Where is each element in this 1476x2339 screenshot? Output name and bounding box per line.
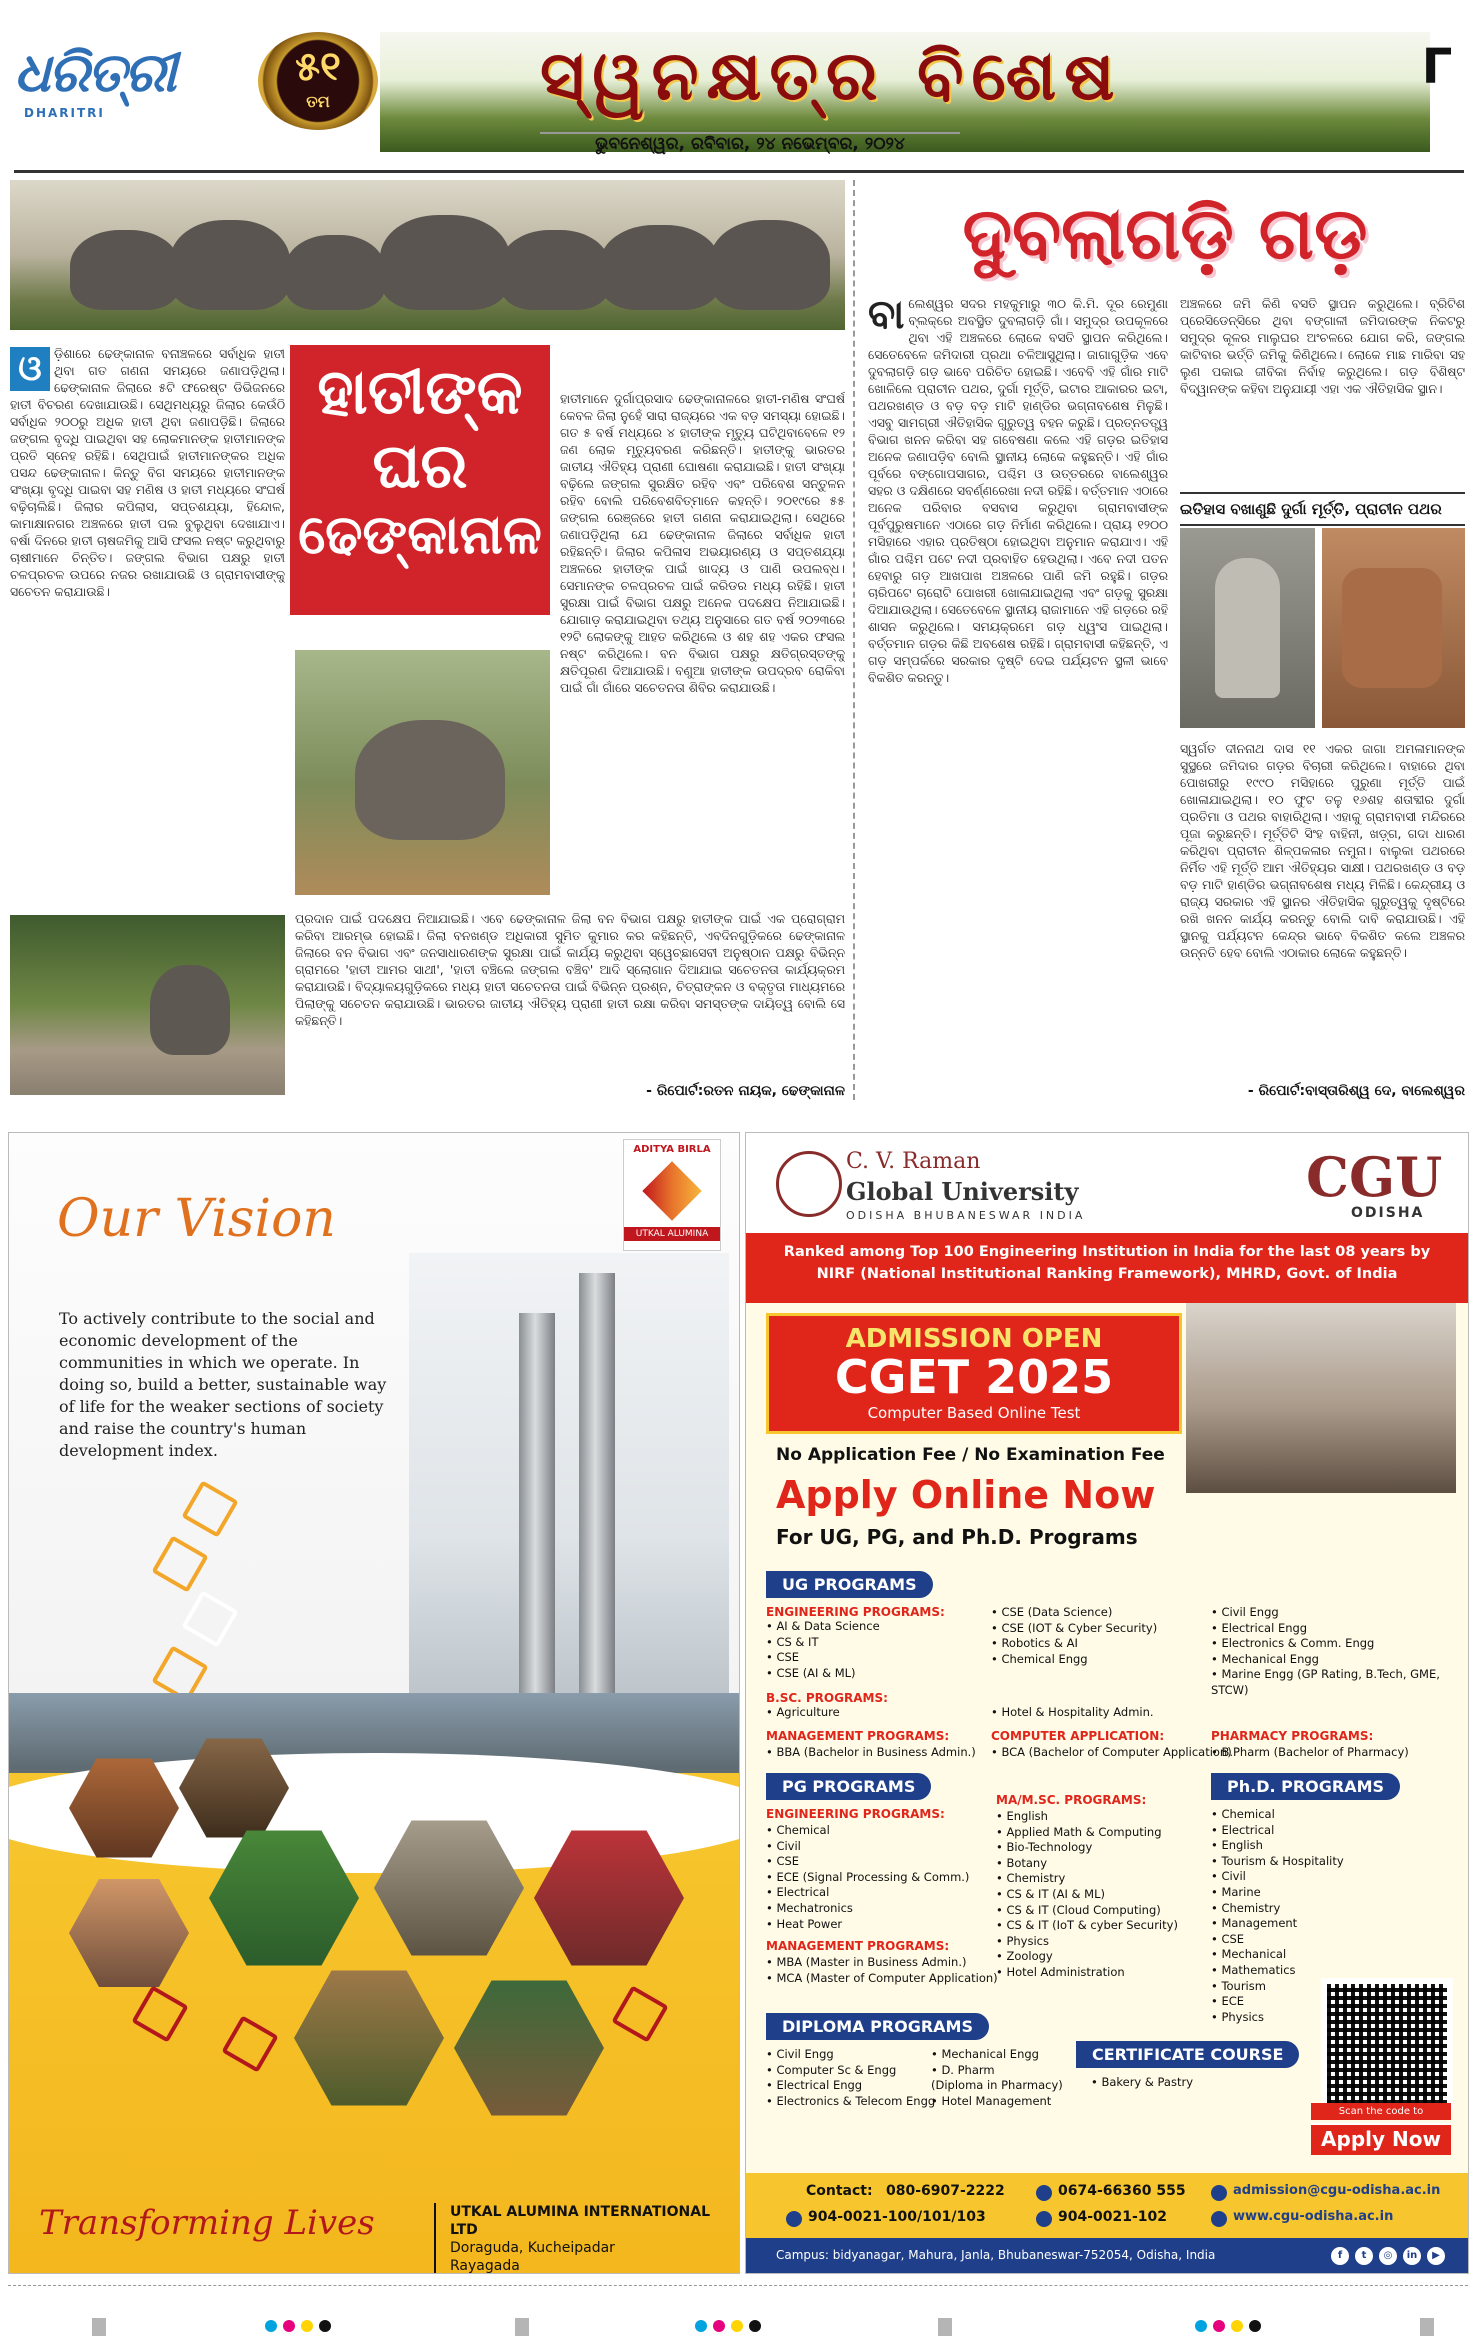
ma-list <box>996 1809 1178 1981</box>
company-addr2: Rayagada <box>450 2258 520 2274</box>
program-item: • Civil <box>766 1838 801 1853</box>
program-item: • Mechanical <box>1211 1947 1287 1962</box>
program-item: • Mechanical Engg <box>931 2047 1039 2061</box>
logo-text: ଧରିତ୍ରୀ <box>14 40 175 104</box>
story1-headline <box>290 345 550 615</box>
program-item: • Management <box>1211 1916 1298 1931</box>
program-item: • Mechatronics <box>766 1900 853 1915</box>
program-item: • ECE (Signal Processing & Comm.) <box>766 1869 970 1884</box>
ranked-line2: NIRF (National Institutional Ranking Framework), MHRD, Govt. of India <box>816 1266 1398 1282</box>
university-name-sub: ODISHA BHUBANESWAR INDIA <box>846 1209 1086 1222</box>
phone1[interactable]: 080-6907-2222 <box>886 2183 1005 2199</box>
program-item: • Heat Power <box>766 1916 843 1931</box>
pg-eng-head: ENGINEERING PROGRAMS: <box>766 1807 945 1821</box>
program-item: • Physics <box>1211 2009 1264 2024</box>
hotel-list <box>991 1705 1154 1721</box>
registration-dot <box>731 2320 743 2332</box>
program-item: • English <box>996 1809 1048 1823</box>
pg-mgmt-head: MANAGEMENT PROGRAMS: <box>766 1939 950 1953</box>
utkal-alumina-ad[interactable] <box>8 1132 740 2274</box>
diploma-programs-tag: DIPLOMA PROGRAMS <box>766 2013 989 2040</box>
no-fee-notice: No Application Fee / No Examination Fee <box>776 1445 1165 1465</box>
program-item: • Electrical Engg <box>1211 1620 1308 1635</box>
registration-dot <box>749 2320 761 2332</box>
instagram-icon[interactable]: ◎ <box>1379 2247 1397 2265</box>
pg-mgmt-list <box>766 1955 998 1986</box>
campus-address <box>746 2238 1469 2273</box>
apply-now-button[interactable]: Apply Now <box>1311 2123 1451 2155</box>
story2-headline: ଦୁବଲାଗଡ଼ି ଗଡ଼ <box>962 191 1368 275</box>
print-mark <box>92 2318 106 2336</box>
tusker-elephant-photo <box>295 650 550 895</box>
print-mark <box>515 2318 529 2336</box>
story1-column2: ହାତୀମାନେ ଦୁର୍ଗାପ୍ରସାଦ ଢେଙ୍କାନାଳରେ ହାତୀ-ମଣିଷ ସଂଘର୍ଷ କେବଳ ଜିଲା ନୁହେଁ ସାରା ରାଜ୍ୟରେ ଏକ ବଡ଼ ସମସ୍ୟା ହୋଇଛି। ଗତ ୫ ବର୍ଷ ମଧ୍ୟରେ ୪ ହାତୀଙ୍କ ମୃତ୍ୟୁ ଘଟିଥିବାବେଳେ ୧୨ ଜଣ ଲୋକ ମୃତ୍ୟୁବରଣ କରିଛନ୍ତି। ହାତୀଙ୍କୁ ଭାରତର ଜାତୀୟ ଐତିହ୍ୟ ପ୍ରାଣୀ ଘୋଷଣା କରାଯାଇଛି। ହାତୀ ସଂଖ୍ୟା ବଢ଼ିଲେ ଜଙ୍ଗଲ ସୁରକ୍ଷିତ ରହିବ ଏବଂ ପରିବେଶ ସନ୍ତୁଳନ ରହିବ ବୋଲି ପରିବେଶବିତ୍‌ମାନେ କହନ୍ତି। ୨୦୧୯ରେ ୫୫ ଜଙ୍ଗଲ ରେଞ୍ଜରେ ହାତୀ ଗଣନା କରାଯାଇଥିଲା। ସେଥିରେ ଜଣାପଡ଼ିଥିଲା ଯେ ଢେଙ୍କାନାଳ ଜିଲାରେ ସର୍ବାଧିକ ହାତୀ ରହିଛନ୍ତି। ଜିଲାର କପିଳାସ ଅଭୟାରଣ୍ୟ ଓ ସପ୍ତଶଯ୍ୟା ଅଞ୍ଚଳରେ ହାତୀଙ୍କ ପାଇଁ ଖାଦ୍ୟ ଓ ପାଣି ଉପଲବ୍ଧ। ସେମାନଙ୍କ ଚଳପ୍ରଚଳ ପାଇଁ କରିଡର ମଧ୍ୟ ରହିଛି। ହାତୀ ସୁରକ୍ଷା ପାଇଁ ବିଭାଗ ପକ୍ଷରୁ ଅନେକ ପଦକ୍ଷେପ ନିଆଯାଇଛି। ଯୋଗାଡ଼ କରାଯାଇଥିବା ତଥ୍ୟ ଅନୁସାରେ ଗତ ବର୍ଷ ୨୦୨୩ରେ ୧୨ଟି ଲୋକଙ୍କୁ ଆହତ କରିଥିଲେ ଓ ଶହ ଶହ ଏକର ଫସଲ ନଷ୍ଟ କରିଥିଲେ। ବନ ବିଭାଗ ପକ୍ଷରୁ କ୍ଷତିଗ୍ରସ୍ତଙ୍କୁ କ୍ଷତିପୂରଣ ଦିଆଯାଉଛି। ବଣୁଆ ହାତୀଙ୍କ ଉପଦ୍ରବ ରୋକିବା ପାଇଁ ଗାଁ ଗାଁରେ ସଚେତନତା ଶିବିର କରାଯାଉଛି। <box>560 391 845 695</box>
linkedin-icon[interactable]: in <box>1403 2247 1421 2265</box>
bsc-list <box>766 1705 840 1721</box>
program-item: • Electrical <box>1211 1822 1275 1837</box>
program-item: • Electronics & Comm. Engg <box>1211 1636 1375 1651</box>
program-item: • B.Pharm (Bachelor of Pharmacy) <box>1211 1745 1409 1759</box>
pharm-head: PHARMACY PROGRAMS: <box>1211 1729 1374 1743</box>
registration-dot <box>1213 2320 1225 2332</box>
program-item: • CS & IT (Cloud Computing) <box>996 1902 1161 1917</box>
program-item: • Robotics & AI <box>991 1636 1078 1651</box>
registration-dot <box>1231 2320 1243 2332</box>
program-item: • CS & IT <box>766 1634 819 1649</box>
bsc-head: B.SC. PROGRAMS: <box>766 1691 888 1705</box>
program-item: • Bakery & Pastry <box>1091 2075 1194 2089</box>
story1-headline-line3: ଢେଙ୍କାନାଳ <box>298 503 542 566</box>
program-item: • Computer Sc & Engg <box>766 2062 897 2077</box>
program-item: • CSE <box>1211 1931 1245 1946</box>
email-link[interactable]: admission@cgu-odisha.ac.in <box>1233 2183 1441 2198</box>
story2-column2: ଅଞ୍ଚଳରେ ଜମି କିଣି ବସତି ସ୍ଥାପନ କରୁଥିଲେ। ବ୍ରିଟିଶ ପ୍ରେସିଡେନ୍ସିରେ ଥିବା ବଙ୍ଗାଳୀ ଜମିଦାରଙ୍କ ନିକଟରୁ ସମୁଦ୍ର କୂଳର ମାଲୁଘର ଅଂଚଳରେ ଯୋଗ କରି, ଜଙ୍ଗଲ କାଟିବାର ଭର୍ତ୍ତି ଜମିକୁ କିଣିଥିଲେ। ଲୋକେ ମାଛ ମାରିବା ସହ ଲୁଣ ପକାଇ ଜୀବିକା ନିର୍ବାହ କରୁଥିଲେ। ଗଡ଼ ବିଶିଷ୍ଟ ବିଦ୍ୱାନଙ୍କ କହିବା ଅନୁଯାୟୀ ଏହା ଏକ ଐତିହାସିକ ସ୍ଥାନ। <box>1180 296 1465 396</box>
section-title: ସ୍ୱନକ୍ଷତ୍ର ବିଶେଷ <box>540 36 1123 116</box>
print-mark <box>938 2318 952 2336</box>
registration-dot <box>283 2320 295 2332</box>
phone2[interactable]: 904-0021-100/101/103 <box>808 2209 986 2225</box>
program-item: • Hotel & Hospitality Admin. <box>991 1705 1154 1719</box>
vision-text: To actively contribute to the social and economic development of the communities in which we operate. In doing so, build a better, sustainable way of life for the weaker sections of society and raise the country's human development index. <box>59 1309 387 1460</box>
program-item: • Chemical <box>766 1823 830 1837</box>
website-link[interactable]: www.cgu-odisha.ac.in <box>1233 2209 1394 2224</box>
certificate-course-tag: CERTIFICATE COURSE <box>1076 2041 1299 2068</box>
cgu-logo: CGU <box>1306 1145 1443 1209</box>
program-item: • MBA (Master in Business Admin.) <box>766 1955 967 1969</box>
page-letter: Γ <box>1421 39 1453 95</box>
program-item: • Electrical Engg <box>766 2078 863 2093</box>
program-item: • Mechanical Engg <box>1211 1651 1319 1666</box>
story2-column3: ସ୍ୱର୍ଗତ ଦୀନନାଥ ଦାସ ୧୧ ଏକର ଜାଗା ଅମଳାମାନଙ୍କ ସୁସ୍ଥରେ ଜମିଦାର ଗଡ଼ର ବିଚାରୀ କରିଥିଲେ। ବାହାରେ ଥିବା ପୋଖରୀରୁ ୧୯୯୦ ମସିହାରେ ପୁରୁଣା ମୂର୍ତ୍ତି ପାଇଁ ଖୋଳାଯାଇଥିଲା। ୧୦ ଫୁଟ ତଳୁ ୧୬ଶହ ଶତାବ୍ଦୀର ଦୁର୍ଗା ପ୍ରତିମା ଓ ପଥର ବାହାରିଥିଲା। ଏହାକୁ ଗ୍ରାମବାସୀ ମନ୍ଦିରରେ ପୂଜା କରୁଛନ୍ତି। ମୂର୍ତ୍ତିଟି ସିଂହ ବାହିନୀ, ଖଡ଼୍ଗ, ଗଦା ଧାରଣ କରିଥିବା ପ୍ରାଚୀନ ଶିଳ୍ପକଳାର ନମୁନା। ବାଲୁକା ପଥରରେ ନିର୍ମିତ ଏହି ମୂର୍ତ୍ତି ଆମ ଐତିହ୍ୟର ସାକ୍ଷୀ। ପଥରଖଣ୍ଡ ଓ ବଡ଼ ବଡ଼ ମାଟି ହାଣ୍ଡିର ଭଗ୍ନାବଶେଷ ମଧ୍ୟ ମିଳିଛି। କେନ୍ଦ୍ରୀୟ ଓ ରାଜ୍ୟ ସରକାର ଏହି ସ୍ଥାନର ଐତିହାସିକ ଗୁରୁତ୍ୱକୁ ଦୃଷ୍ଟିରେ ରଖି ଖନନ କାର୍ଯ୍ୟ କରନ୍ତୁ ବୋଲି ଦାବି କରାଯାଉଛି। ଏହି ସ୍ଥାନକୁ ପର୍ଯ୍ୟଟନ କେନ୍ଦ୍ର ଭାବେ ବିକଶିତ କଲେ ଅଞ୍ଚଳର ଉନ୍ନତି ହେବ ବୋଲି ଏଠାକାର ଲୋକେ କହୁଛନ୍ତି। <box>1180 741 1465 960</box>
program-item: • Chemical Engg <box>991 1651 1088 1666</box>
ug-programs-tag: UG PROGRAMS <box>766 1571 933 1598</box>
dharitri-logo <box>14 40 244 120</box>
registration-dot <box>1249 2320 1261 2332</box>
story1-headline-line1: ହାତୀଙ୍କ <box>317 355 523 428</box>
durga-idol-photo <box>1180 528 1315 728</box>
program-item: • Civil Engg <box>1211 1605 1279 1619</box>
program-item: • MCA (Master of Computer Application) <box>766 1970 998 1985</box>
program-item: • Marine <box>1211 1884 1261 1899</box>
ranked-line1: Ranked among Top 100 Engineering Institution in India for the last 08 years by <box>783 1244 1431 1260</box>
program-item: (Diploma in Pharmacy) <box>931 2078 1063 2093</box>
phone4[interactable]: 904-0021-102 <box>1058 2209 1168 2225</box>
registration-dot <box>695 2320 707 2332</box>
company-address <box>434 2203 739 2274</box>
our-vision-title: Our Vision <box>57 1189 336 1249</box>
company-addr1: Doraguda, Kucheipadar <box>450 2240 615 2256</box>
cgu-logo-sub: ODISHA <box>1351 1205 1425 1221</box>
mgmt-head: MANAGEMENT PROGRAMS: <box>766 1729 950 1743</box>
ug-eng-list1 <box>766 1619 880 1681</box>
program-item: • Chemistry <box>1211 1900 1281 1915</box>
program-item: • CSE (AI & ML) <box>766 1665 856 1680</box>
phone-icon <box>786 2211 802 2227</box>
program-item: • Chemistry <box>996 1871 1066 1886</box>
program-item: • Civil <box>1211 1869 1246 1884</box>
story1-byline: - ରିପୋର୍ଟ:ରତନ ନାୟକ, ଢେଙ୍କାନାଳ <box>646 1083 845 1099</box>
apply-online-heading[interactable]: Apply Online Now <box>776 1473 1156 1517</box>
story1-column3: ପ୍ରଦାନ ପାଇଁ ପଦକ୍ଷେପ ନିଆଯାଇଛି। ଏବେ ଢେଙ୍କାନାଳ ଜିଲା ବନ ବିଭାଗ ପକ୍ଷରୁ ହାତୀଙ୍କ ପାଇଁ ଏକ ପ୍ରୋଗ୍ରାମ କରିବା ଆରମ୍ଭ ହୋଇଛି। ଜିଲା ବନଖଣ୍ଡ ଅଧିକାରୀ ସୁମିତ କୁମାର କର କହିଛନ୍ତି, ଏବଦିନଗୁଡ଼ିକରେ ଢେଙ୍କାନାଳ ଜିଲାରେ ବନ ବିଭାଗ ଏବଂ ଜନସାଧାରଣଙ୍କ ସୁରକ୍ଷା ପାଇଁ କାର୍ଯ୍ୟ କରୁଥିବା ସ୍ୱେଚ୍ଛାସେବୀ ଅନୁଷ୍ଠାନ ପକ୍ଷରୁ ବିଭିନ୍ନ ଗ୍ରାମରେ 'ହାତୀ ଆମର ସାଥୀ', 'ହାତୀ ବଞ୍ଚିଲେ ଜଙ୍ଗଲ ବଞ୍ଚିବ' ଆଦି ସ୍ଲୋଗାନ ଦିଆଯାଇ ସଚେତନତା କାର୍ଯ୍ୟକ୍ରମ କରାଯାଉଛି। ବିଦ୍ୟାଳୟଗୁଡ଼ିକରେ ମଧ୍ୟ ହାତୀ ସଚେତନତା ପାଇଁ ବିଭିନ୍ନ ପ୍ରଶ୍ନ, ଚିତ୍ରାଙ୍କନ ଓ ବକ୍ତୃତା ମାଧ୍ୟମରେ ପିଲାଙ୍କୁ ସଚେତନ କରାଯାଉଛି। ଭାରତର ଜାତୀୟ ଐତିହ୍ୟ ପ୍ରାଣୀ ହାତୀ ରକ୍ଷା କରିବା ସମସ୍ତଙ୍କ ଦାୟିତ୍ୱ ବୋଲି ସେ କହିଛନ୍ତି। <box>295 911 845 1028</box>
aditya-birla-logo <box>623 1139 721 1251</box>
ug-engineering-head: ENGINEERING PROGRAMS: <box>766 1605 945 1619</box>
university-seal-icon <box>776 1151 842 1217</box>
story2-col1-text: ଲେଶ୍ୱର ସଦର ମହକୁମାରୁ ୩୦ କି.ମି. ଦୂର ରେମୁଣା ବ୍ଲକ୍‌ରେ ଅବସ୍ଥିତ ଦୁବଲାଗଡ଼ି ଗାଁ। ସମୁଦ୍ର ଉପକୂଳରେ ଥିବା ଏହି ଅଞ୍ଚଳରେ ଲୋକେ ବସତି ସ୍ଥାପନ କରିଥିଲେ। ସେତେବେଳେ ଜମିଦାରୀ ପ୍ରଥା ଚଳିଆସୁଥିଲା। ଜାଗାଗୁଡ଼ିକ ଏବେ ଦୁବଲାଗଡ଼ି ଗଡ଼ ଭାବେ ପରିଚିତ ହୋଇଛି। ଏବେବି ଏହି ଗାଁର ମାଟି ଖୋଳିଲେ ପ୍ରାଚୀନ ପଥର, ଦୁର୍ଗା ମୂର୍ତ୍ତି, ଇଟାର ଆକାରର ଇଟା, ପଥରଖଣ୍ଡ ଓ ବଡ଼ ବଡ଼ ମାଟି ହାଣ୍ଡିର ଭଗ୍ନାବଶେଷ ମିଳୁଛି। ଏସବୁ ସାମଗ୍ରୀ ଐତିହାସିକ ଗୁରୁତ୍ୱ ବହନ କରୁଛି। ପ୍ରତ୍ନତତ୍ତ୍ୱ ବିଭାଗ ଖନନ କରିବା ସହ ଗବେଷଣା କଲେ ଏହି ଗଡ଼ର ଇତିହାସ ଅନେକ ଜଣାପଡ଼ିବ ବୋଲି ସ୍ଥାନୀୟ ଲୋକେ କହୁଛନ୍ତି। ଏହି ଗାଁର ପୂର୍ବରେ ବଙ୍ଗୋପସାଗର, ପଶ୍ଚିମ ଓ ଉତ୍ତରରେ ବାଲେଶ୍ୱର ସହର ଓ ଦକ୍ଷିଣରେ ସବର୍ଣ୍ଣରେଖା ନଦୀ ରହିଛି। ବର୍ତ୍ତମାନ ଏଠାରେ ଅନେକ ପରିବାର ବସବାସ କରୁଥିବା ଗ୍ରାମବାସୀଙ୍କ ପୂର୍ବପୁରୁଷମାନେ ଏଠାରେ ଗଡ଼ ନିର୍ମାଣ କରିଥିଲେ। ପ୍ରାୟ ୧୨୦୦ ମସିହାରେ ଏହାର ପ୍ରତିଷ୍ଠା ହୋଇଥିବା ଅନୁମାନ କରାଯାଏ। ଏହି ଗାଁର ପଶ୍ଚିମ ପଟେ ନଦୀ ପ୍ରବାହିତ ହେଉଥିଲା। ଏବେ ନଦୀ ପତନ ହେବାରୁ ଗଡ଼ ଆଖପାଖ ଅଞ୍ଚଳରେ ପାଣି ଜମି ରହୁଛି। ଗଡ଼ର ଚାରିପଟେ ଚାରୋଟି ପୋଖରୀ ଖୋଳାଯାଇଥିଲା ଏବଂ ଗଡ଼କୁ ସୁରକ୍ଷା ଦିଆଯାଉଥିଲା। ସେତେବେଳେ ସ୍ଥାନୀୟ ରାଜାମାନେ ଏହି ଗଡ଼ରେ ରହି ଶାସନ କରୁଥିଲେ। ସମୟକ୍ରମେ ଗଡ଼ ଧ୍ୱଂସ ପାଇଥିଲା। ବର୍ତ୍ତମାନ ଗଡ଼ର କିଛି ଅବଶେଷ ରହିଛି। ଗ୍ରାମବାସୀ କହିଛନ୍ତି, ଏ ଗଡ଼ ସମ୍ପର୍କରେ ସରକାର ଦୃଷ୍ଟି ଦେଇ ପର୍ଯ୍ୟଟନ ସ୍ଥଳୀ ଭାବେ ବିକଶିତ କରନ୍ତୁ। <box>868 296 1168 685</box>
phone-icon <box>1036 2185 1052 2201</box>
program-item: • Chemical <box>1211 1807 1275 1821</box>
program-item: • Hotel Administration <box>996 1964 1125 1979</box>
column-divider <box>853 180 855 1100</box>
twitter-icon[interactable]: t <box>1355 2247 1373 2265</box>
program-item: • AI & Data Science <box>766 1619 880 1633</box>
story2-byline: - ରିପୋର୍ଟ:ବାସ୍ତାରିଶ୍ୱ ଦେ, ବାଲେଶ୍ୱର <box>1247 1083 1465 1099</box>
mgmt-list <box>766 1745 976 1761</box>
program-item: • CSE (Data Science) <box>991 1605 1113 1619</box>
story1-column1 <box>10 345 285 935</box>
bottom-rule <box>8 2285 1468 2286</box>
program-item: • Tourism <box>1211 1978 1266 1993</box>
registration-dot <box>265 2320 277 2332</box>
program-item: • Agriculture <box>766 1705 840 1719</box>
print-mark <box>1420 2318 1434 2336</box>
youtube-icon[interactable]: ▶ <box>1427 2247 1445 2265</box>
email-icon <box>1211 2185 1227 2201</box>
program-item: • Tourism & Hospitality <box>1211 1853 1344 1868</box>
nirf-ranking-banner <box>746 1233 1468 1303</box>
registration-dot <box>301 2320 313 2332</box>
dateline: ଭୁବନେଶ୍ୱର, ରବିବାର, ୨୪ ନଭେମ୍ବର, ୨୦୨୪ <box>540 132 960 160</box>
scan-code-text: Scan the code to <box>1311 2103 1451 2120</box>
story2-column1 <box>868 295 1168 1100</box>
program-item: • Zoology <box>996 1949 1053 1964</box>
anniversary-number: ୫୧ <box>295 44 341 90</box>
cget-title: CGET 2025 <box>834 1350 1114 1404</box>
facebook-icon[interactable]: f <box>1331 2247 1349 2265</box>
admission-open-box <box>766 1313 1182 1434</box>
cget-subtitle: Computer Based Online Test <box>867 1404 1081 1422</box>
aditya-birla-brand: ADITYA BIRLA <box>633 1144 711 1155</box>
story1-col1-text: ଡ଼ିଶାରେ ଢେଙ୍କାନାଳ ବନାଞ୍ଚଳରେ ସର୍ବାଧିକ ହାତୀ ଥିବା ଗତ ଗଣନା ସମୟରେ ଜଣାପଡ଼ିଥିଲା। ଢେଙ୍କାନାଳ ଜିଲାରେ ୫ଟି ଫରେଷ୍ଟ ଡିଭିଜନରେ ହାତୀ ବିଚରଣ ଦେଖାଯାଉଛି। ସେଥିମଧ୍ୟରୁ ଜିଲାର କେଉଁଠି ସର୍ବାଧିକ ୨୦୦ରୁ ଅଧିକ ହାତୀ ଥିବା ଜଣାପଡ଼ିଛି। ଜିଲାରେ ଜଙ୍ଗଲ ବୃଦ୍ଧି ପାଇଥିବା ସହ ଲୋକମାନଙ୍କ ହାତୀମାନଙ୍କ ପ୍ରତି ସ୍ନେହ ରହିଛି। ସେଥିପାଇଁ ହାତୀମାନଙ୍କର ଅଧିକ ପସନ୍ଦ ଢେଙ୍କାନାଳ। କିନ୍ତୁ ବିଗ ସମୟରେ ହାତୀମାନଙ୍କ ସଂଖ୍ୟା ବୃଦ୍ଧି ପାଇବା ସହ ମଣିଷ ଓ ହାତୀ ମଧ୍ୟରେ ସଂଘର୍ଷ ବଢ଼ିଚାଲିଛି। ଜିଲାର କପିଲାସ, ସପ୍ତଶଯ୍ୟା, ହିନ୍ଦୋଳ, କାମାକ୍ଷାନଗର ଅଞ୍ଚଳରେ ହାତୀ ପଲ ବୁଲୁଥିବା ଦେଖାଯାଏ। ବର୍ଷା ଦିନରେ ହାତୀ ଚାଷଜମିକୁ ଆସି ଫସଲ ନଷ୍ଟ କରୁଥିବାରୁ ଚାଷୀମାନେ ଚିନ୍ତିତ। ଜଙ୍ଗଲ ବିଭାଗ ପକ୍ଷରୁ ହାତୀ ଚଳପ୍ରଚଳ ଉପରେ ନଜର ରଖାଯାଉଛି ଓ ଗ୍ରାମବାସୀଙ୍କୁ ସଚେତନ କରାଯାଉଛି। <box>10 346 285 599</box>
qr-code-icon[interactable] <box>1321 1978 1453 2110</box>
registration-dot <box>1195 2320 1207 2332</box>
university-name-top: C. V. Raman <box>846 1149 981 1174</box>
program-item: • CS & IT (AI & ML) <box>996 1886 1105 1901</box>
program-item: • Mathematics <box>1211 1962 1296 1977</box>
students-at-computers-photo <box>1186 1303 1456 1493</box>
ancient-stone-photo <box>1322 528 1465 728</box>
anniversary-badge <box>258 32 378 130</box>
program-item: • CSE (IOT & Cyber Security) <box>991 1620 1158 1635</box>
program-item: • Hotel Management <box>931 2093 1052 2108</box>
story2-subhead: ଇତିହାସ ବଖାଣୁଛି ଦୁର୍ଗା ମୂର୍ତ୍ତି, ପ୍ରାଚୀନ ପଥର <box>1180 492 1465 526</box>
utkal-alumina-label: UTKAL ALUMINA <box>624 1227 720 1241</box>
aditya-birla-mark-icon <box>642 1161 701 1220</box>
program-item: • Botany <box>996 1855 1048 1870</box>
program-item: • Electronics & Telecom Engg <box>766 2093 936 2108</box>
story1-dropcap: ଓ <box>10 347 50 391</box>
university-name-main: Global University <box>846 1177 1079 1206</box>
contact-label: Contact: <box>806 2183 873 2199</box>
top-rule <box>14 170 1464 173</box>
contact-bar <box>746 2173 1468 2238</box>
anniversary-unit: ତମ <box>306 92 330 111</box>
comp-head: COMPUTER APPLICATION: <box>991 1729 1165 1743</box>
ug-eng-list2 <box>991 1605 1157 1667</box>
elephant-on-road-photo <box>10 915 285 1095</box>
program-item: • CSE <box>766 1854 800 1869</box>
elephant-herd-photo <box>10 180 845 330</box>
pg-programs-tag: PG PROGRAMS <box>766 1773 931 1800</box>
registration-dot <box>319 2320 331 2332</box>
programs-intro: For UG, PG, and Ph.D. Programs <box>776 1525 1138 1549</box>
phone-icon <box>1036 2211 1052 2227</box>
program-item: • D. Pharm <box>931 2062 995 2077</box>
program-item: • Marine Engg (GP Rating, B.Tech, GME, STCW) <box>1211 1667 1440 1697</box>
program-item: • CS & IT (IoT & cyber Security) <box>996 1918 1178 1933</box>
logo-sub: DHARITRI <box>24 106 105 120</box>
program-item: • Applied Math & Computing <box>996 1824 1162 1839</box>
diploma-list2 <box>931 2047 1063 2109</box>
program-item: • BCA (Bachelor of Computer Application) <box>991 1745 1232 1759</box>
cgu-header <box>746 1133 1468 1233</box>
globe-icon <box>1211 2211 1227 2227</box>
pharm-list <box>1211 1745 1409 1761</box>
story1-headline-line2: ଘର <box>372 429 468 502</box>
program-item: • BBA (Bachelor in Business Admin.) <box>766 1745 976 1759</box>
program-item: • Electrical <box>766 1885 830 1900</box>
program-item: • CSE <box>766 1650 800 1665</box>
cert-list <box>1091 2075 1193 2091</box>
program-item: • Physics <box>996 1933 1049 1948</box>
cgu-admission-ad[interactable] <box>745 1132 1469 2274</box>
program-item: • ECE <box>1211 1994 1245 2009</box>
campus-text: Campus: bidyanagar, Mahura, Janla, Bhubaneswar-752054, Odisha, India <box>776 2248 1216 2262</box>
chimneys-illustration <box>409 1253 729 1723</box>
ma-head: MA/M.SC. PROGRAMS: <box>996 1793 1147 1807</box>
phd-programs-tag: Ph.D. PROGRAMS <box>1211 1773 1400 1800</box>
diploma-list1 <box>766 2047 935 2109</box>
comp-list <box>991 1745 1232 1761</box>
transforming-lives-tagline: Transforming Lives <box>39 2203 375 2243</box>
story2-dropcap: ବା <box>868 295 905 338</box>
phone3[interactable]: 0674-66360 555 <box>1058 2183 1186 2199</box>
program-item: • English <box>1211 1838 1263 1853</box>
pg-eng-list <box>766 1823 969 1932</box>
company-name: UTKAL ALUMINA INTERNATIONAL LTD <box>450 2204 711 2238</box>
admission-open-label: ADMISSION OPEN <box>845 1324 1103 1354</box>
ug-eng-list3 <box>1211 1605 1468 1699</box>
program-item: • Bio-Technology <box>996 1840 1093 1855</box>
program-item: • Civil Engg <box>766 2047 834 2061</box>
registration-dot <box>713 2320 725 2332</box>
